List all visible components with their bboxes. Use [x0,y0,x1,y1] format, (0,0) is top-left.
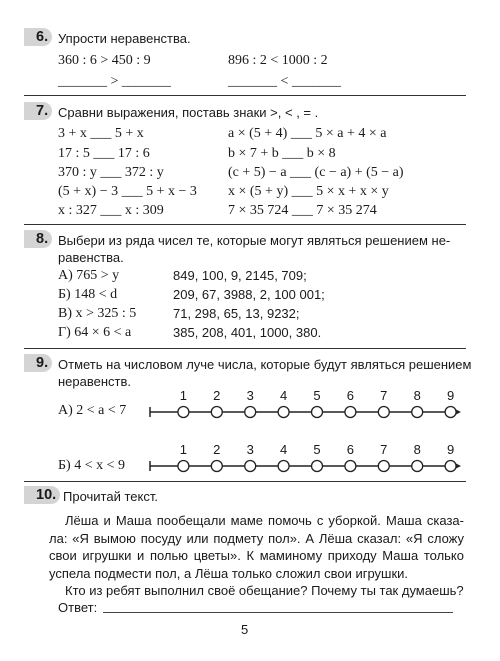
ray-b-tick-label-6: 6 [346,442,355,457]
task-8-row-b-values: 209, 67, 3988, 2, 100 001; [173,287,325,302]
task-6-number: 6. [24,28,52,46]
task-8-row-a-values: 849, 100, 9, 2145, 709; [173,268,307,283]
ray-a-tick-label-9: 9 [446,388,455,403]
task-7-left-5[interactable]: x : 327 ___ x : 309 [58,203,164,218]
task-6-left-answer[interactable]: _______ > _______ [58,74,171,89]
ray-a-point-3[interactable] [245,407,256,418]
ray-a-tick-label-8: 8 [413,388,421,403]
task-8-title-line-2: равенства. [58,250,124,265]
task-9-title-line-1: Отметь на числовом луче числа, которые будут являться решением [58,357,472,372]
task-7-title: Сравни выражения, поставь знаки >, < , = . [58,105,319,120]
answer-line[interactable] [103,612,453,613]
task-8-row-b-label: Б) 148 < d [58,287,118,302]
task-6-left-expression: 360 : 6 > 450 : 9 [58,53,151,68]
page-number: 5 [241,622,249,637]
divider [24,481,466,482]
ray-b-point-6[interactable] [345,461,356,472]
task-10-text [49,512,464,600]
ray-a-point-7[interactable] [378,407,389,418]
answer-label: Ответ: [58,600,98,615]
ray-b-tick-label-3: 3 [246,442,254,457]
task-9-title-line-2: неравенств. [58,374,132,389]
ray-b-point-1[interactable] [178,461,189,472]
task-10-paragraph-2: Кто из ребят выполнил своё обещание? Почему ты так думаешь? [65,583,464,598]
ray-b-point-5[interactable] [312,461,323,472]
task-7-right-1[interactable]: a × (5 + 4) ___ 5 × a + 4 × a [228,126,387,141]
ray-a-point-5[interactable] [312,407,323,418]
task-7-left-2[interactable]: 17 : 5 ___ 17 : 6 [58,146,150,161]
task-7-number: 7. [24,102,52,120]
ray-a-tick-label-1: 1 [179,388,188,403]
ray-a-tick-label-6: 6 [346,388,355,403]
ray-a-tick-label-7: 7 [380,388,388,403]
task-6-right-expression: 896 : 2 < 1000 : 2 [228,53,328,68]
task-8-row-a-label: А) 765 > y [58,268,120,283]
ray-b-tick-label-8: 8 [413,442,421,457]
task-8-row-d-values: 385, 208, 401, 1000, 380. [173,325,322,340]
ray-a-point-4[interactable] [278,407,289,418]
task-8-number: 8. [24,230,52,248]
ray-b-tick-label-4: 4 [279,442,288,457]
ray-b-point-7[interactable] [378,461,389,472]
task-10-title: Прочитай текст. [63,489,158,504]
ray-a-point-6[interactable] [345,407,356,418]
ray-b-tick-label-1: 1 [179,442,188,457]
task-9-number: 9. [24,354,52,372]
ray-a-tick-label-5: 5 [313,388,321,403]
ray-a-point-8[interactable] [412,407,423,418]
task-10-paragraph-1: Лёша и Маша пообещали маме помочь с уборкой. Маша сказа-ла: «Я вымою посуду или подмету пол». А Лёша сказал: «Я сложу свои игрушки и полью цветы». К маминому приходу Маша только успела подмести пол, а Лёша только сложил свои игрушки. [49,513,464,581]
task-7-left-3[interactable]: 370 : y ___ 372 : y [58,165,164,180]
ray-b-point-8[interactable] [412,461,423,472]
task-7-right-2[interactable]: b × 7 + b ___ b × 8 [228,146,336,161]
task-7-right-3[interactable]: (c + 5) − a ___ (c − a) + (5 − a) [228,165,404,180]
task-7-left-1[interactable]: 3 + x ___ 5 + x [58,126,144,141]
ray-b-tick-label-2: 2 [213,442,221,457]
task-6-right-answer[interactable]: _______ < _______ [228,74,341,89]
ray-b-tick-label-5: 5 [313,442,321,457]
ray-a-point-1[interactable] [178,407,189,418]
ray-b-tick-label-9: 9 [446,442,455,457]
task-7-left-4[interactable]: (5 + x) − 3 ___ 5 + x − 3 [58,184,197,199]
task-8-title-line-1: Выбери из ряда чисел те, которые могут являться решением не- [58,233,451,248]
task-8-row-c-label: В) x > 325 : 5 [58,306,137,321]
ray-a-tick-label-2: 2 [213,388,221,403]
task-6-title: Упрости неравенства. [58,31,191,46]
task-7-right-5[interactable]: 7 × 35 724 ___ 7 × 35 274 [228,203,377,218]
ray-b-point-9[interactable] [445,461,456,472]
ray-b-point-2[interactable] [211,461,222,472]
task-8-row-c-values: 71, 298, 65, 13, 9232; [173,306,300,321]
ray-b-point-4[interactable] [278,461,289,472]
ray-a-point-9[interactable] [445,407,456,418]
ray-a-point-2[interactable] [211,407,222,418]
task-7-right-4[interactable]: x × (5 + y) ___ 5 × x + x × y [228,184,389,199]
task-9-ray-b-label: Б) 4 < x < 9 [58,458,125,473]
task-10-number: 10. [24,486,60,504]
ray-a-tick-label-4: 4 [279,388,288,403]
ray-b-tick-label-7: 7 [380,442,388,457]
task-8-row-d-label: Г) 64 × 6 < a [58,325,132,340]
task-9-ray-a-label: А) 2 < a < 7 [58,403,127,418]
ray-b-point-3[interactable] [245,461,256,472]
ray-a-tick-label-3: 3 [246,388,254,403]
